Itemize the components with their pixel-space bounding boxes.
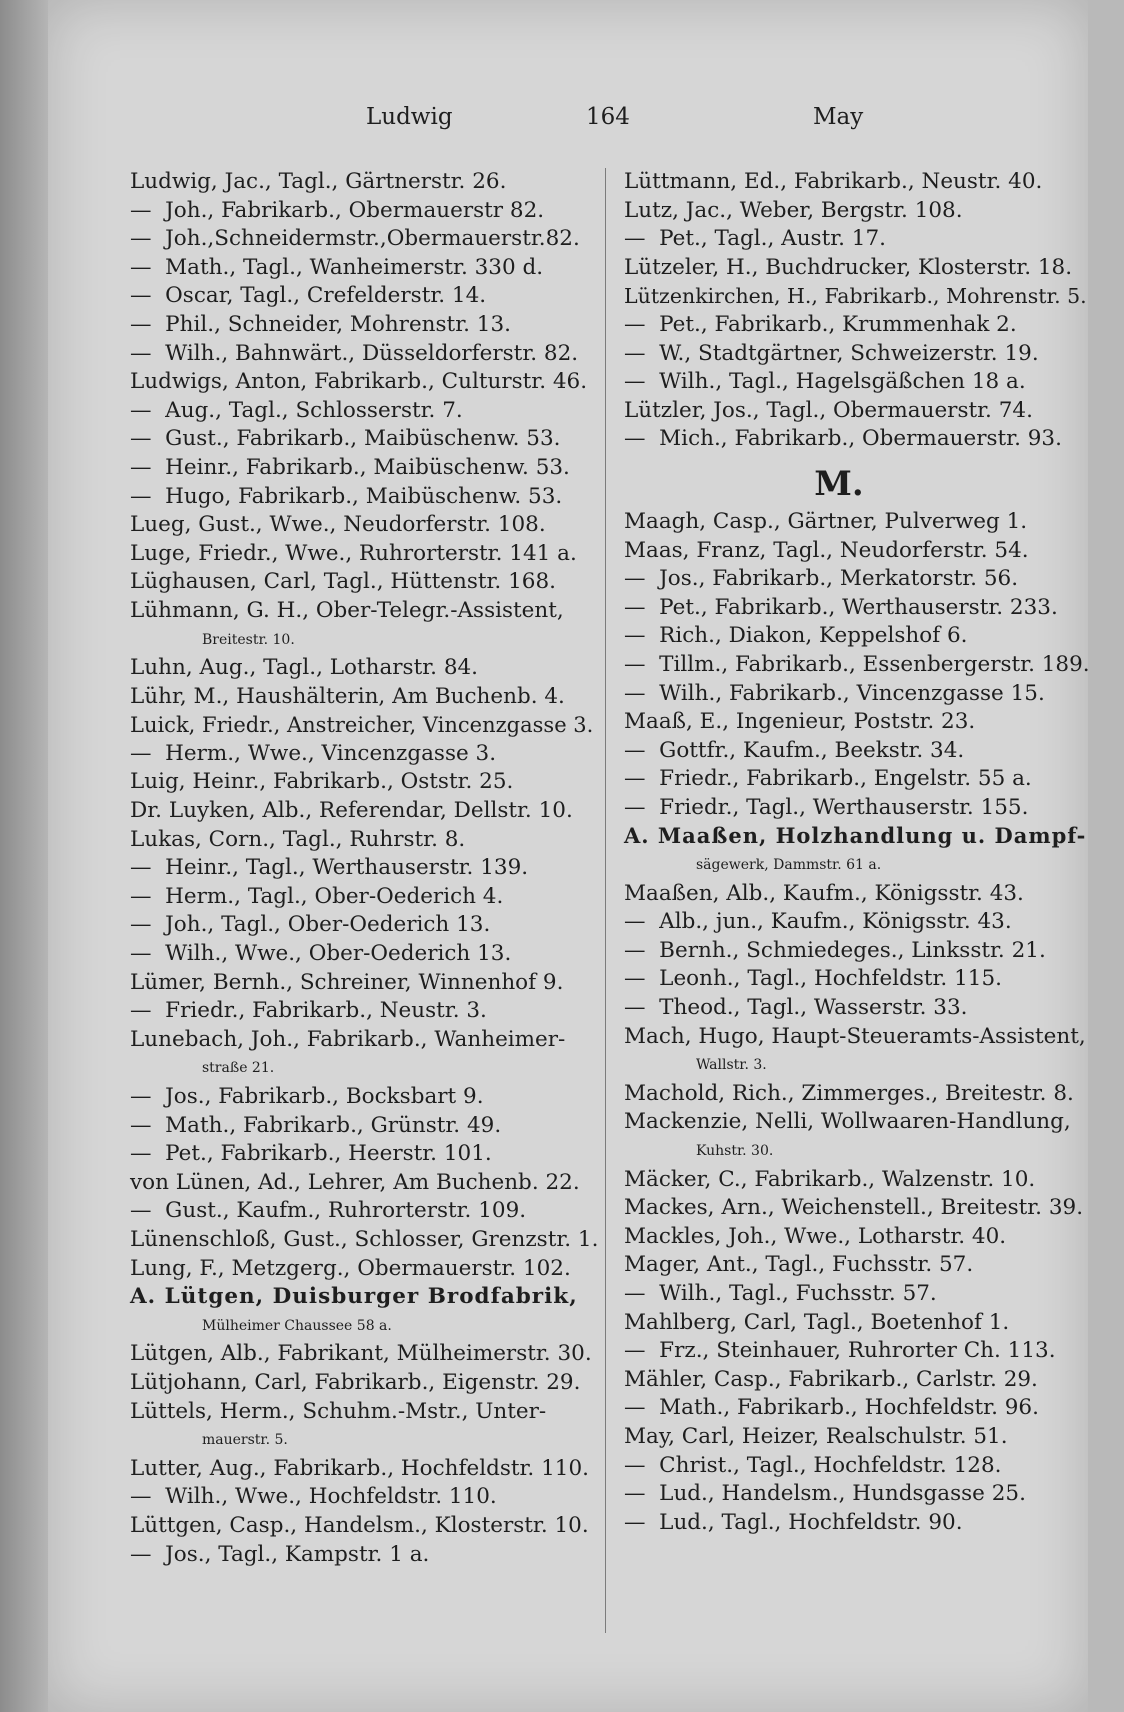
directory-subentry: — Friedr., Fabrikarb., Engelstr. 55 a. bbox=[624, 765, 1094, 794]
directory-subentry: — Math., Fabrikarb., Grünstr. 49. bbox=[130, 1112, 600, 1141]
directory-entry: Lünenschloß, Gust., Schlosser, Grenzstr. 1. bbox=[130, 1226, 599, 1252]
directory-subentry: — Jos., Tagl., Kampstr. 1 a. bbox=[130, 1541, 600, 1570]
entry-continuation: straße 21. bbox=[202, 1060, 275, 1077]
directory-entry: Lüttels, Herm., Schuhm.-Mstr., Unter- bbox=[130, 1398, 547, 1424]
directory-subentry: — W., Stadtgärtner, Schweizerstr. 19. bbox=[624, 340, 1094, 369]
directory-subentry: — Mich., Fabrikarb., Obermauerstr. 93. bbox=[624, 425, 1094, 454]
directory-subentry: — Jos., Fabrikarb., Merkatorstr. 56. bbox=[624, 565, 1094, 594]
directory-entry: Lützeler, H., Buchdrucker, Klosterstr. 18. bbox=[624, 254, 1073, 280]
directory-entry: Luig, Heinr., Fabrikarb., Oststr. 25. bbox=[130, 769, 514, 795]
directory-entry: Lueg, Gust., Wwe., Neudorferstr. 108. bbox=[130, 512, 546, 538]
directory-subentry: — Wilh., Tagl., Fuchsstr. 57. bbox=[624, 1280, 1094, 1309]
directory-subentry: — Pet., Tagl., Austr. 17. bbox=[624, 225, 1094, 254]
entry-continuation: Mülheimer Chaussee 58 a. bbox=[202, 1317, 392, 1334]
directory-entry: Lunebach, Joh., Fabrikarb., Wanheimer- bbox=[130, 1026, 566, 1052]
directory-subentry: — Herm., Tagl., Ober-Oederich 4. bbox=[130, 883, 600, 912]
directory-entry: Lütgen, Alb., Fabrikant, Mülheimerstr. 30. bbox=[130, 1341, 592, 1367]
column-divider bbox=[605, 168, 606, 1633]
directory-subentry: — Friedr., Tagl., Werthauserstr. 155. bbox=[624, 794, 1094, 823]
directory-subentry: — Pet., Fabrikarb., Krummenhak 2. bbox=[624, 311, 1094, 340]
directory-entry: Lühr, M., Haushälterin, Am Buchenb. 4. bbox=[130, 683, 565, 709]
business-entry: A. Maaßen, Holzhandlung u. Dampf- bbox=[624, 823, 1087, 849]
directory-subentry: — Pet., Fabrikarb., Heerstr. 101. bbox=[130, 1140, 600, 1169]
directory-subentry: — Joh., Fabrikarb., Obermauerstr 82. bbox=[130, 197, 600, 226]
directory-subentry: — Christ., Tagl., Hochfeldstr. 128. bbox=[624, 1452, 1094, 1481]
directory-entry: Lühmann, G. H., Ober-Telegr.-Assistent, bbox=[130, 597, 564, 623]
directory-entry: Mäcker, C., Fabrikarb., Walzenstr. 10. bbox=[624, 1166, 1036, 1192]
directory-subentry: — Phil., Schneider, Mohrenstr. 13. bbox=[130, 311, 600, 340]
directory-entry: May, Carl, Heizer, Realschulstr. 51. bbox=[624, 1423, 1008, 1449]
directory-entry: Maaßen, Alb., Kaufm., Königsstr. 43. bbox=[624, 880, 1024, 906]
directory-entry: Mähler, Casp., Fabrikarb., Carlstr. 29. bbox=[624, 1366, 1038, 1392]
running-head-right: May bbox=[813, 104, 864, 130]
directory-entry: Lung, F., Metzgerg., Obermauerstr. 102. bbox=[130, 1255, 571, 1281]
entry-continuation: Breitestr. 10. bbox=[202, 631, 295, 648]
directory-entry: Luick, Friedr., Anstreicher, Vincenzgasse 3. bbox=[130, 713, 594, 738]
directory-entry: Maaß, E., Ingenieur, Poststr. 23. bbox=[624, 709, 976, 735]
directory-entry: Mackenzie, Nelli, Wollwaaren-Handlung, bbox=[624, 1109, 1071, 1135]
directory-subentry: — Gust., Fabrikarb., Maibüschenw. 53. bbox=[130, 425, 600, 454]
business-entry: A. Lütgen, Duisburger Brodfabrik, bbox=[130, 1284, 578, 1310]
directory-subentry: — Jos., Fabrikarb., Bocksbart 9. bbox=[130, 1083, 600, 1112]
directory-entry: Mahlberg, Carl, Tagl., Boetenhof 1. bbox=[624, 1309, 1010, 1335]
directory-subentry: — Lud., Handelsm., Hundsgasse 25. bbox=[624, 1480, 1094, 1509]
directory-entry: Mager, Ant., Tagl., Fuchsstr. 57. bbox=[624, 1252, 974, 1278]
directory-entry: Mackles, Joh., Wwe., Lotharstr. 40. bbox=[624, 1223, 1007, 1249]
directory-entry: Maagh, Casp., Gärtner, Pulverweg 1. bbox=[624, 508, 1028, 534]
right-column bbox=[624, 168, 1094, 1537]
directory-entry: Lüttgen, Casp., Handelsm., Klosterstr. 10. bbox=[130, 1512, 589, 1538]
directory-entry: Maas, Franz, Tagl., Neudorferstr. 54. bbox=[624, 537, 1029, 563]
directory-subentry: — Joh.,Schneidermstr.,Obermauerstr.82. bbox=[130, 225, 600, 254]
directory-subentry: — Gust., Kaufm., Ruhrorterstr. 109. bbox=[130, 1197, 600, 1226]
directory-subentry: — Wilh., Bahnwärt., Düsseldorferstr. 82. bbox=[130, 340, 600, 369]
directory-entry: von Lünen, Ad., Lehrer, Am Buchenb. 22. bbox=[130, 1169, 580, 1195]
directory-entry: Ludwig, Jac., Tagl., Gärtnerstr. 26. bbox=[130, 169, 507, 194]
directory-entry: Lümer, Bernh., Schreiner, Winnenhof 9. bbox=[130, 969, 564, 995]
book-gutter bbox=[0, 0, 48, 1712]
directory-subentry: — Wilh., Tagl., Hagelsgäßchen 18 a. bbox=[624, 368, 1094, 397]
directory-subentry: — Rich., Diakon, Keppelshof 6. bbox=[624, 622, 1094, 651]
left-column bbox=[130, 168, 600, 1569]
directory-entry: Lutter, Aug., Fabrikarb., Hochfeldstr. 110. bbox=[130, 1455, 589, 1481]
directory-subentry: — Gottfr., Kaufm., Beekstr. 34. bbox=[624, 737, 1094, 766]
directory-subentry: — Friedr., Fabrikarb., Neustr. 3. bbox=[130, 997, 600, 1026]
directory-entry: Luge, Friedr., Wwe., Ruhrorterstr. 141 a. bbox=[130, 540, 577, 566]
directory-subentry: — Herm., Wwe., Vincenzgasse 3. bbox=[130, 740, 600, 769]
directory-entry: Lukas, Corn., Tagl., Ruhrstr. 8. bbox=[130, 826, 466, 852]
entry-continuation: mauerstr. 5. bbox=[202, 1432, 288, 1449]
directory-subentry: — Wilh., Fabrikarb., Vincenzgasse 15. bbox=[624, 680, 1094, 709]
directory-entry: Lüghausen, Carl, Tagl., Hüttenstr. 168. bbox=[130, 569, 556, 595]
directory-entry: Lütjohann, Carl, Fabrikarb., Eigenstr. 29. bbox=[130, 1369, 581, 1395]
entry-continuation: Kuhstr. 30. bbox=[696, 1143, 774, 1159]
entry-continuation: Wallstr. 3. bbox=[696, 1057, 767, 1074]
directory-entry: Mach, Hugo, Haupt-Steueramts-Assistent, bbox=[624, 1023, 1086, 1049]
directory-subentry: — Alb., jun., Kaufm., Königsstr. 43. bbox=[624, 908, 1094, 937]
directory-subentry: — Heinr., Tagl., Werthauserstr. 139. bbox=[130, 854, 600, 883]
directory-entry: Mackes, Arn., Weichenstell., Breitestr. 39. bbox=[624, 1195, 1084, 1221]
entry-continuation: sägewerk, Dammstr. 61 a. bbox=[696, 857, 882, 874]
directory-subentry: — Lud., Tagl., Hochfeldstr. 90. bbox=[624, 1509, 1094, 1538]
directory-subentry: — Tillm., Fabrikarb., Essenbergerstr. 189. bbox=[624, 651, 1094, 680]
directory-entry: Ludwigs, Anton, Fabrikarb., Culturstr. 46. bbox=[130, 369, 588, 395]
directory-subentry: — Wilh., Wwe., Ober-Oederich 13. bbox=[130, 940, 600, 969]
directory-entry: Lützenkirchen, H., Fabrikarb., Mohrenstr. 5. bbox=[624, 284, 1087, 309]
page-header bbox=[48, 104, 1088, 144]
directory-subentry: — Bernh., Schmiedeges., Linksstr. 21. bbox=[624, 937, 1094, 966]
directory-subentry: — Heinr., Fabrikarb., Maibüschenw. 53. bbox=[130, 454, 600, 483]
directory-subentry: — Leonh., Tagl., Hochfeldstr. 115. bbox=[624, 965, 1094, 994]
directory-entry: Dr. Luyken, Alb., Referendar, Dellstr. 10. bbox=[130, 798, 573, 824]
directory-subentry: — Wilh., Wwe., Hochfeldstr. 110. bbox=[130, 1483, 600, 1512]
directory-subentry: — Oscar, Tagl., Crefelderstr. 14. bbox=[130, 282, 600, 311]
directory-subentry: — Math., Tagl., Wanheimerstr. 330 d. bbox=[130, 254, 600, 283]
directory-entry: Lutz, Jac., Weber, Bergstr. 108. bbox=[624, 197, 963, 223]
directory-subentry: — Theod., Tagl., Wasserstr. 33. bbox=[624, 994, 1094, 1023]
running-head-left: Ludwig bbox=[366, 104, 453, 130]
directory-entry: Machold, Rich., Zimmerges., Breitestr. 8. bbox=[624, 1080, 1074, 1106]
directory-subentry: — Math., Fabrikarb., Hochfeldstr. 96. bbox=[624, 1394, 1094, 1423]
directory-subentry: — Hugo, Fabrikarb., Maibüschenw. 53. bbox=[130, 483, 600, 512]
directory-entry: Lüttmann, Ed., Fabrikarb., Neustr. 40. bbox=[624, 169, 1043, 194]
section-letter-heading: M. bbox=[814, 463, 864, 504]
directory-entry: Luhn, Aug., Tagl., Lotharstr. 84. bbox=[130, 655, 479, 681]
page-number: 164 bbox=[586, 104, 630, 130]
directory-subentry: — Frz., Steinhauer, Ruhrorter Ch. 113. bbox=[624, 1337, 1094, 1366]
directory-entry: Lützler, Jos., Tagl., Obermauerstr. 74. bbox=[624, 397, 1033, 423]
directory-subentry: — Pet., Fabrikarb., Werthauserstr. 233. bbox=[624, 594, 1094, 623]
directory-subentry: — Joh., Tagl., Ober-Oederich 13. bbox=[130, 911, 600, 940]
directory-subentry: — Aug., Tagl., Schlosserstr. 7. bbox=[130, 397, 600, 426]
